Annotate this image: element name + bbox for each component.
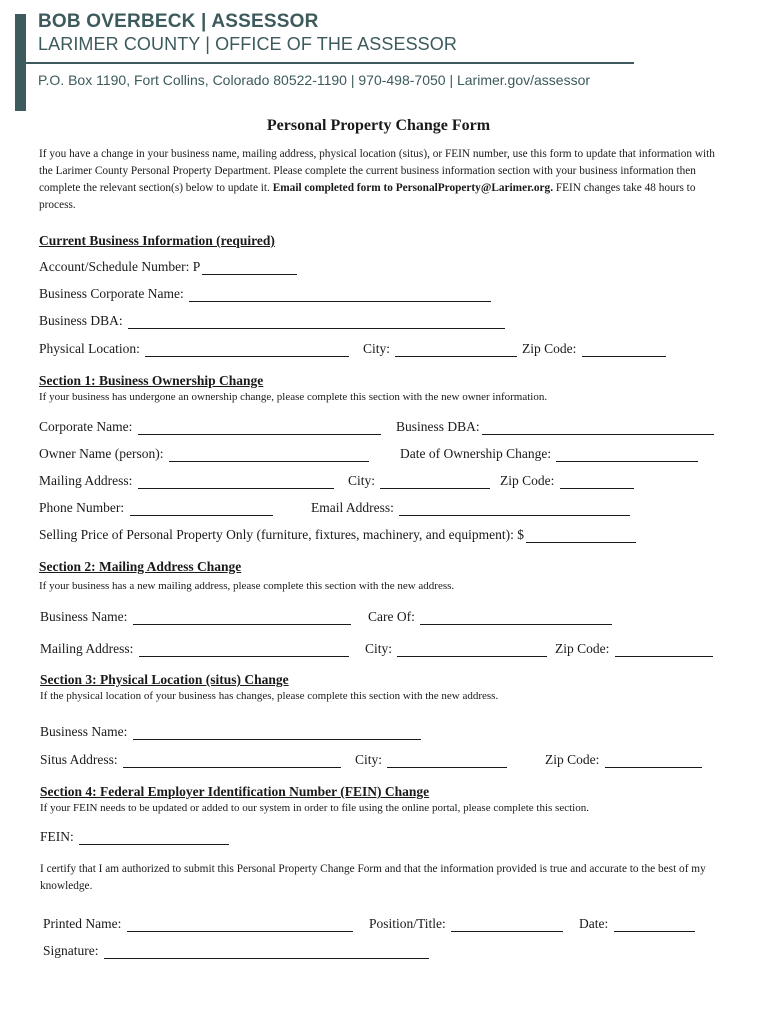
selling-price-field[interactable]: Selling Price of Personal Property Only (furniture, fixtures, machinery, and equipment): $ [39,527,636,543]
office-name: LARIMER COUNTY | OFFICE OF THE ASSESSOR [38,34,457,54]
form-intro: If you have a change in your business name, mailing address, physical location (situs), or FEIN number, use this form to update that information with the Larimer County Personal Property Department. Please complete the current business information section with your business information then complete the relevant section(s) below to update it. Email completed form to PersonalProperty@Larimer.org. FEIN changes take 48 hours to process. [39,148,715,211]
situs-zip-field[interactable]: Zip Code: [545,752,702,768]
signature-field[interactable]: Signature: [43,943,429,959]
owner-mailing-address-field[interactable]: Mailing Address: [39,473,334,489]
mailing-city-field[interactable]: City: [365,641,547,657]
mailing-zip-field[interactable]: Zip Code: [555,641,713,657]
certification-statement: I certify that I am authorized to submit this Personal Property Change Form and that the information provided is true and accurate to the best of my knowledge. [40,863,706,892]
section4-title: Section 4: Federal Employer Identification Number (FEIN) Change [40,784,430,799]
section3-title: Section 3: Physical Location (situs) Change [40,672,289,687]
section2-description: If your business has a new mailing address, please complete this section with the new address. [39,580,455,592]
care-of-field[interactable]: Care Of: [368,609,612,625]
situs-city-field[interactable]: City: [355,752,507,768]
physical-location-field[interactable]: Physical Location: [39,341,349,357]
fein-field[interactable]: FEIN: [40,829,229,845]
section1-description: If your business has undergone an ownership change, please complete this section with the new owner information. [39,391,548,403]
situs-address-field[interactable]: Situs Address: [40,752,341,768]
printed-name-field[interactable]: Printed Name: [43,916,353,932]
email-address-field[interactable]: Email Address: [311,500,630,516]
business-dba-field[interactable]: Business DBA: [39,313,505,329]
header-accent-bar [15,14,26,111]
new-mailing-address-field[interactable]: Mailing Address: [40,641,349,657]
current-zip-field[interactable]: Zip Code: [522,341,666,357]
owner-zip-field[interactable]: Zip Code: [500,473,634,489]
ownership-change-date-field[interactable]: Date of Ownership Change: [400,446,698,462]
new-business-dba-field[interactable]: Business DBA: [396,419,714,435]
corporate-name-field[interactable]: Corporate Name: [39,419,381,435]
form-title: Personal Property Change Form [266,117,491,134]
header-divider [26,62,634,64]
position-title-field[interactable]: Position/Title: [369,916,563,932]
section4-description: If your FEIN needs to be updated or added to our system in order to file using the online portal, please complete this section. [40,802,589,814]
section2-title: Section 2: Mailing Address Change [39,559,242,574]
current-city-field[interactable]: City: [363,341,517,357]
business-corporate-name-field[interactable]: Business Corporate Name: [39,286,491,302]
assessor-name: BOB OVERBECK | ASSESSOR [38,11,319,32]
section1-title: Section 1: Business Ownership Change [39,373,264,388]
phone-number-field[interactable]: Phone Number: [39,500,273,516]
section3-description: If the physical location of your business has changes, please complete this section with the new address. [40,690,499,702]
office-contact: P.O. Box 1190, Fort Collins, Colorado 80522-1190 | 970-498-7050 | Larimer.gov/assessor [38,72,591,88]
mailing-business-name-field[interactable]: Business Name: [40,609,351,625]
current-info-title: Current Business Information (required) [39,233,275,248]
owner-name-field[interactable]: Owner Name (person): [39,446,369,462]
situs-business-name-field[interactable]: Business Name: [40,724,421,740]
account-number-field[interactable]: Account/Schedule Number: P [39,259,297,275]
owner-city-field[interactable]: City: [348,473,490,489]
signature-date-field[interactable]: Date: [579,916,695,932]
